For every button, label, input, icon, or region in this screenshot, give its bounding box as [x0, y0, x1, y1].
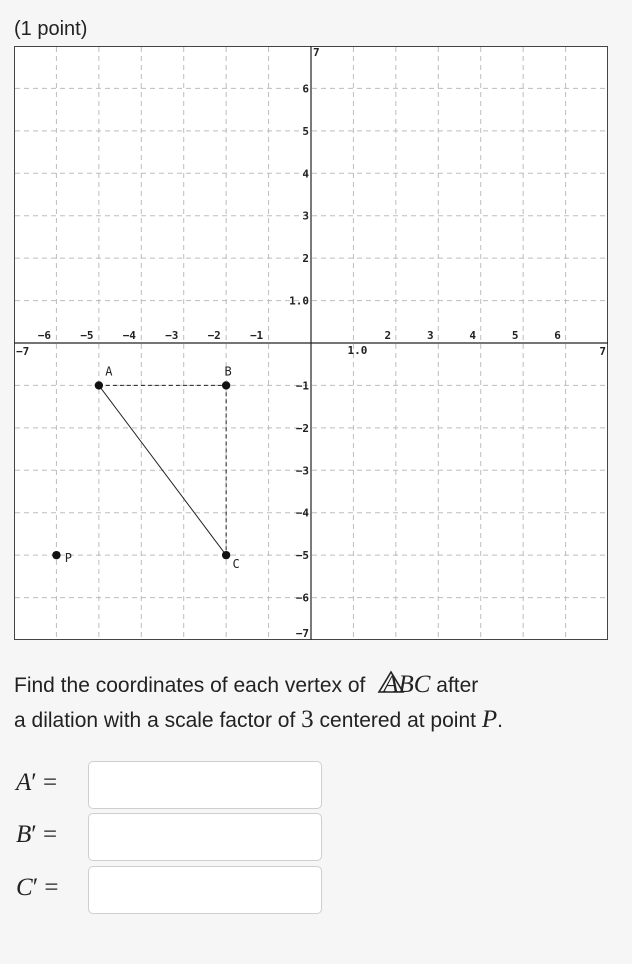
y-tick-label: −5	[295, 549, 309, 563]
x-tick-label: −6	[37, 329, 52, 342]
answer-label-a: A′ =	[16, 769, 58, 796]
answer-input-c[interactable]	[88, 866, 322, 914]
x-tick-label: 1.0	[347, 344, 368, 357]
x-tick-label: −5	[80, 329, 94, 342]
x-tick-label: −4	[122, 329, 136, 342]
point-label-a: A	[105, 364, 113, 379]
question-scale-text: a dilation with a scale factor of	[14, 709, 296, 732]
x-tick-label: −2	[207, 329, 221, 342]
x-tick-label: 6	[554, 329, 561, 342]
x-tick-label: 3	[426, 329, 434, 342]
graph-svg	[14, 46, 608, 640]
center-point: P	[481, 706, 498, 733]
y-tick-label: −1	[295, 379, 309, 393]
answer-label-b: B′ =	[16, 821, 58, 848]
y-tick-label: −2	[295, 421, 309, 435]
answer-label-c: C′ =	[16, 874, 59, 901]
point-p	[52, 551, 60, 559]
x-tick-label: 2	[384, 329, 392, 342]
question-text	[14, 668, 614, 738]
coordinate-graph	[14, 46, 608, 640]
answer-input-b[interactable]	[88, 813, 322, 861]
question-center-text: centered at point	[319, 709, 476, 732]
y-tick-label: 2	[302, 252, 309, 266]
y-tick-label: −3	[295, 464, 309, 478]
point-label-b: B	[224, 364, 232, 379]
y-tick-label: 3	[302, 209, 309, 223]
answer-row-c	[14, 866, 334, 916]
y-tick-label: −4	[295, 506, 309, 520]
point-a	[95, 381, 103, 389]
x-tick-label: −1	[249, 329, 264, 342]
x-tick-label: 5	[511, 329, 519, 342]
question-after: after	[436, 674, 479, 697]
triangle-name: ABC	[383, 671, 431, 698]
point-label-p: P	[64, 551, 73, 566]
question-prefix: Find the coordinates of each vertex of	[14, 674, 366, 697]
y-tick-label: 1.0	[289, 294, 309, 308]
question-period: .	[497, 709, 503, 732]
y-max-label: 7	[313, 46, 320, 59]
x-max-label: 7	[599, 345, 606, 358]
x-min-label: −7	[16, 345, 30, 358]
points-label: (1 point)	[14, 18, 88, 40]
y-tick-label: 6	[302, 82, 309, 96]
answer-row-a	[14, 761, 334, 811]
point-c	[222, 551, 230, 559]
y-tick-label: −6	[295, 591, 309, 605]
y-tick-label: 4	[302, 167, 309, 181]
answer-row-b	[14, 813, 334, 863]
y-tick-label: 5	[302, 124, 309, 138]
answer-input-a[interactable]	[88, 761, 322, 809]
point-label-c: C	[232, 557, 240, 572]
point-b	[222, 381, 230, 389]
x-tick-label: 4	[469, 329, 477, 342]
x-tick-label: −3	[165, 329, 179, 342]
y-min-label: −7	[295, 627, 309, 640]
scale-factor: 3	[301, 706, 314, 733]
